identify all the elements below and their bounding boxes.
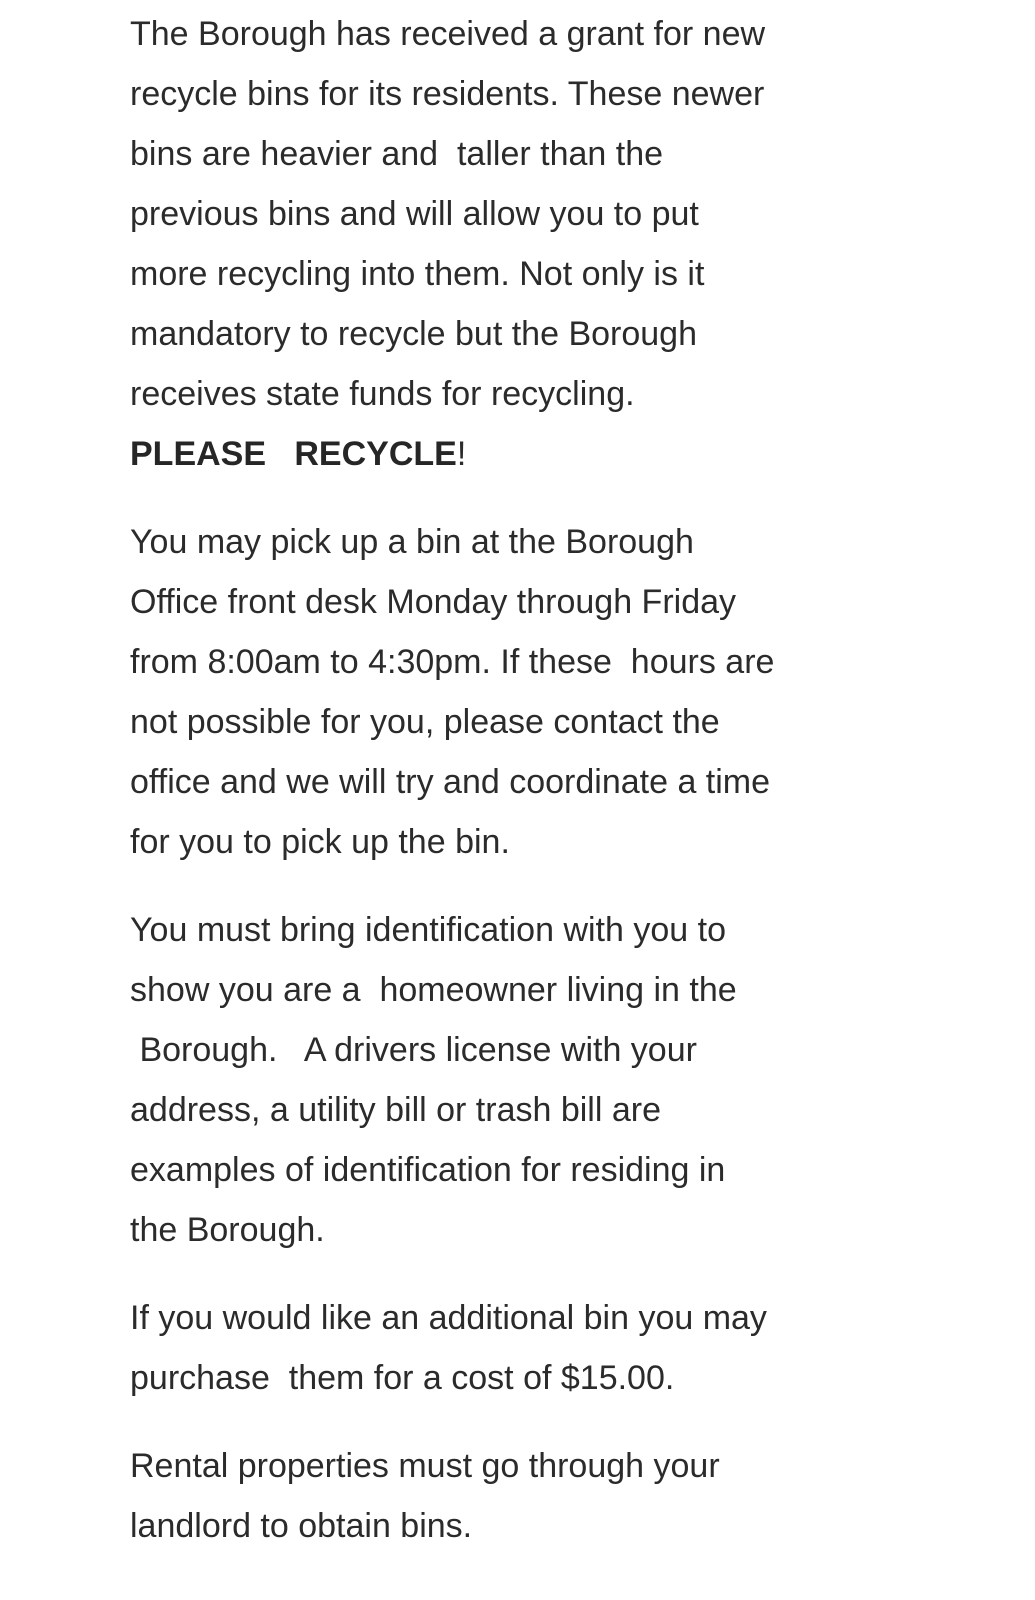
text-line: You may pick up a bin at the Borough [130,523,694,561]
text-line: recycle bins for its residents. These newer [130,75,765,113]
text-line: not possible for you, please contact the [130,703,720,741]
text-line: address, a utility bill or trash bill are [130,1091,662,1129]
text-line: office and we will try and coordinate a time [130,763,771,801]
text-line: the Borough. [130,1211,325,1249]
text-line: Rental properties must go through your [130,1447,720,1485]
text-line: The Borough has received a grant for new [130,15,766,53]
please-recycle-suffix: ! [456,435,467,473]
text-line: examples of identification for residing in [130,1151,726,1189]
text-line: landlord to obtain bins. [130,1507,473,1545]
article-body [130,4,930,1584]
text-line: You must bring identification with you to [130,911,726,949]
paragraph-pickup [130,512,930,872]
text-line: Borough. A drivers license with your [130,1031,697,1069]
text-line: purchase them for a cost of $15.00. [130,1359,675,1397]
text-line: more recycling into them. Not only is it [130,255,705,293]
text-line: previous bins and will allow you to put [130,195,699,233]
text-line: from 8:00am to 4:30pm. If these hours are [130,643,775,681]
text-line: Office front desk Monday through Friday [130,583,737,621]
text-line: If you would like an additional bin you may [130,1299,767,1337]
please-recycle-line [130,424,930,484]
paragraph-identification [130,900,930,1260]
text-line: receives state funds for recycling. [130,375,635,413]
text-line: show you are a homeowner living in the [130,971,737,1009]
paragraph-grant [130,4,930,484]
text-line: mandatory to recycle but the Borough [130,315,697,353]
paragraph-additional-bin [130,1288,930,1408]
paragraph-rental [130,1436,930,1556]
text-line: bins are heavier and taller than the [130,135,664,173]
text-line: for you to pick up the bin. [130,823,510,861]
please-recycle-emphasis: PLEASE RECYCLE [130,435,457,473]
